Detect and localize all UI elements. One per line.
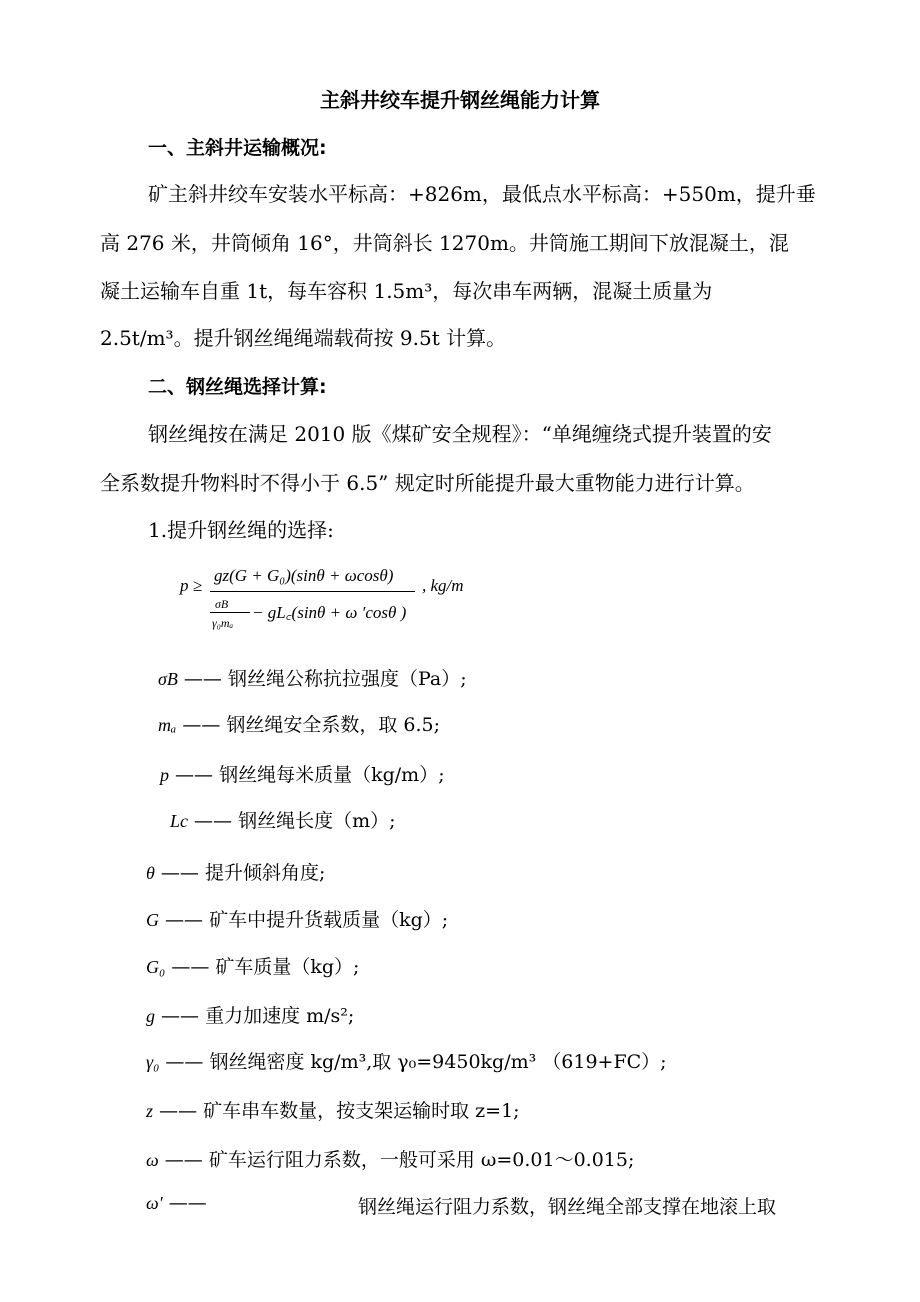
- definition-text: 钢丝绳公称抗拉强度（Pa）;: [227, 668, 467, 690]
- definition-symbol: σB: [158, 669, 178, 689]
- formula-denominator-frac-bottom: γ₀mₐ: [212, 616, 234, 630]
- definition-text: 钢丝绳每米质量（kg/m）;: [219, 764, 445, 786]
- definition-text: 提升倾斜角度;: [204, 862, 326, 884]
- formula-unit: , kg/m: [422, 576, 464, 595]
- definition-item: mₐ —— 钢丝绳安全系数，取 6.5;: [158, 714, 441, 736]
- formula-lhs: p ≥: [180, 576, 203, 595]
- formula-main-fraction-line: [210, 591, 415, 592]
- definition-item: p —— 钢丝绳每米质量（kg/m）;: [160, 764, 445, 786]
- definition-item: θ —— 提升倾斜角度;: [146, 862, 326, 884]
- definition-symbol: Lc: [170, 811, 188, 831]
- definition-item: G —— 矿车中提升货载质量（kg）;: [146, 909, 449, 931]
- definition-text: 钢丝绳运行阻力系数，钢丝绳全部支撑在地滚上取: [358, 1196, 777, 1218]
- formula-denominator-rest: − gL꜀(sinθ + ω ′cosθ ): [252, 603, 407, 622]
- section-1-line-1: 矿主斜井绞车安装水平标高：+826m，最低点水平标高：+550m，提升垂: [148, 182, 816, 206]
- definition-text: 钢丝绳安全系数，取 6.5;: [226, 714, 441, 736]
- definition-symbol: mₐ: [158, 715, 177, 735]
- definition-text: 重力加速度 m/s²;: [205, 1005, 355, 1027]
- definition-symbol: γ₀: [146, 1052, 160, 1072]
- definition-item: G₀ —— 矿车质量（kg）;: [146, 956, 360, 978]
- definition-text: 矿车中提升货载质量（kg）;: [209, 909, 449, 931]
- section-2-heading: 二、钢丝绳选择计算:: [148, 376, 327, 398]
- section-1-heading: 一、主斜井运输概况:: [148, 137, 327, 159]
- definition-symbol: z: [146, 1101, 154, 1121]
- definition-text: 矿车运行阻力系数，一般可采用 ω=0.01～0.015;: [208, 1149, 635, 1171]
- formula-inner-fraction-line: [210, 612, 250, 613]
- definition-symbol: G₀: [146, 957, 166, 977]
- definition-item: ω —— 矿车运行阻力系数，一般可采用 ω=0.01～0.015;: [146, 1149, 635, 1171]
- definition-text: 矿车串车数量，按支架运输时取 z=1;: [203, 1100, 520, 1122]
- section-1-line-4: 2.5t/m³。提升钢丝绳绳端载荷按 9.5t 计算。: [100, 326, 507, 350]
- section-2-line-2: 全系数提升物料时不得小于 6.5” 规定时所能提升最大重物能力进行计算。: [100, 471, 755, 495]
- definition-text: 钢丝绳密度 kg/m³,取 γ₀=9450kg/m³ （619+FC）;: [209, 1051, 667, 1073]
- definition-item: g —— 重力加速度 m/s²;: [146, 1005, 355, 1027]
- section-1-line-3: 凝土运输车自重 1t，每车容积 1.5m³，每次串车两辆，混凝土质量为: [100, 279, 713, 303]
- definition-item: σB —— 钢丝绳公称抗拉强度（Pa）;: [158, 668, 467, 690]
- definition-symbol: ω: [146, 1150, 159, 1170]
- section-2-line-1: 钢丝绳按在满足 2010 版《煤矿安全规程》：“单绳缠绕式提升装置的安: [148, 422, 772, 446]
- formula-numerator: gz(G + G₀)(sinθ + ωcosθ): [214, 566, 394, 585]
- section-2-subheading: 1.提升钢丝绳的选择:: [148, 518, 334, 542]
- definition-symbol: G: [146, 910, 159, 930]
- page-title: 主斜井绞车提升钢丝绳能力计算: [320, 88, 600, 112]
- definition-item: z —— 矿车串车数量，按支架运输时取 z=1;: [146, 1100, 520, 1122]
- definition-symbol: θ: [146, 863, 155, 883]
- definition-item: Lc —— 钢丝绳长度（m）;: [170, 810, 396, 832]
- definition-text: 钢丝绳长度（m）;: [238, 810, 396, 832]
- definition-symbol: p: [160, 765, 169, 785]
- formula-denominator-frac-top: σB: [215, 597, 229, 611]
- definition-text: 矿车质量（kg）;: [215, 956, 360, 978]
- definition-item: γ₀ —— 钢丝绳密度 kg/m³,取 γ₀=9450kg/m³ （619+FC）;: [146, 1051, 667, 1073]
- section-1-line-2: 高 276 米，井筒倾角 16°，井筒斜长 1270m。井筒施工期间下放混凝土，混: [100, 231, 789, 255]
- definition-symbol: ω′: [146, 1193, 163, 1213]
- definition-symbol: g: [146, 1006, 155, 1026]
- definition-item: ω′ ——: [146, 1192, 207, 1214]
